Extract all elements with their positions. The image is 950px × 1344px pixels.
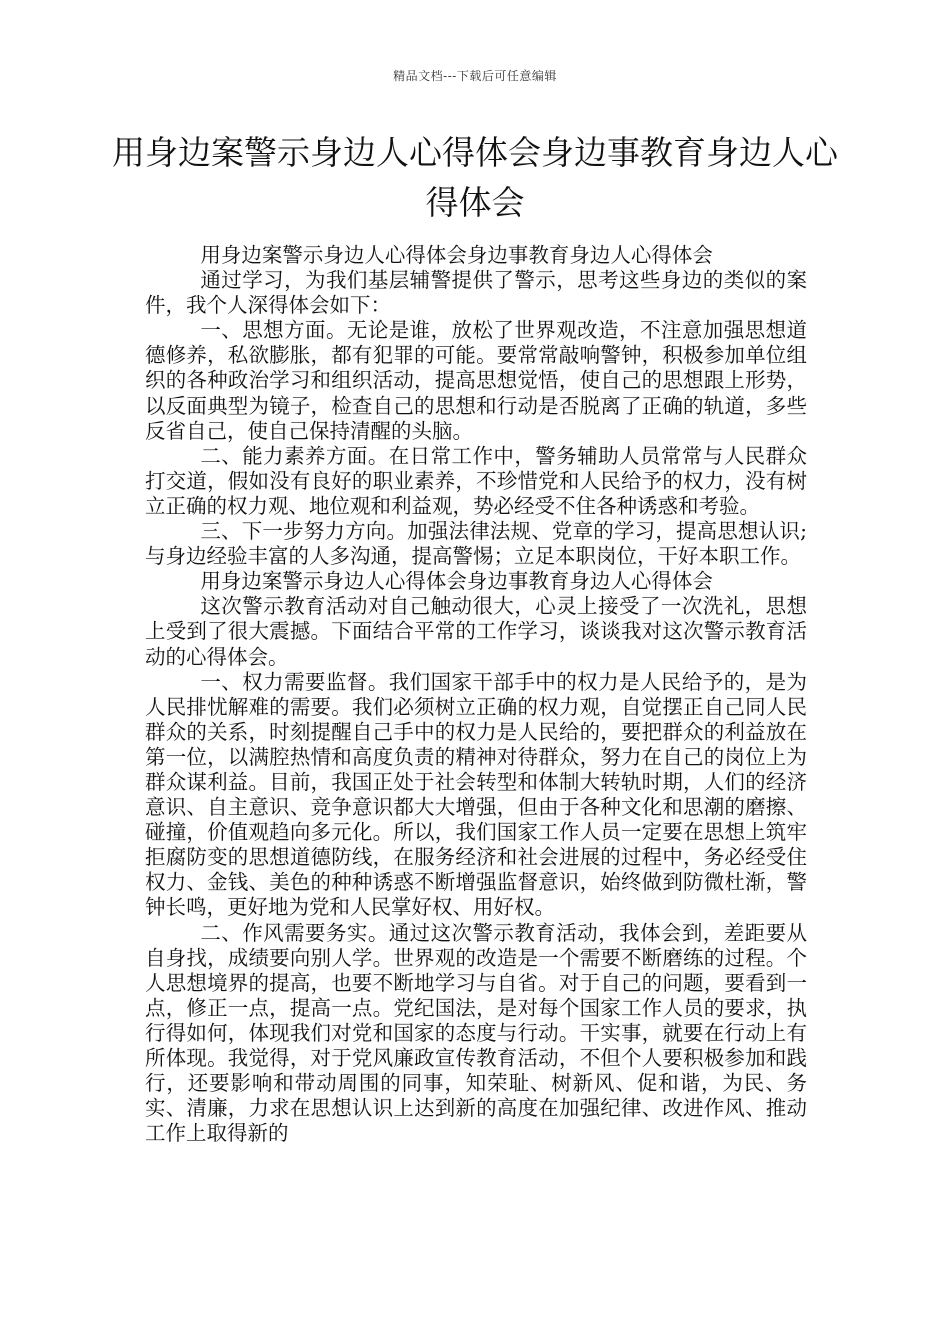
document-body — [145, 243, 807, 1146]
paragraph: 二、能力素养方面。在日常工作中，警务辅助人员常常与人民群众打交道，假如没有良好的职业素养，不珍惜党和人民给予的权力，没有树立正确的权力观、地位观和利益观，势必经受不住各种诱惑和考验。 — [145, 443, 807, 518]
paragraph: 用身边案警示身边人心得体会身边事教育身边人心得体会 — [200, 243, 713, 267]
paragraph: 用身边案警示身边人心得体会身边事教育身边人心得体会 — [200, 569, 713, 594]
paragraph: 一、思想方面。无论是谁，放松了世界观改造，不注意加强思想道德修养，私欲膨胀，都有犯罪的可能。要常常敲响警钟，积极参加单位组织的各种政治学习和组织活动，提高思想觉悟，使自己的思想跟上形势，以反面典型为镜子，检查自己的思想和行动是否脱离了正确的轨道，多些反省自己，使自己保持清醒的头脑。 — [145, 318, 807, 443]
paragraph: 二、作风需要务实。通过这次警示教育活动，我体会到，差距要从自身找，成绩要向别人学。世界观的改造是一个需要不断磨练的过程。个人思想境界的提高，也要不断地学习与自省。对于自己的问题，要看到一点，修正一点，提高一点。党纪国法，是对每个国家工作人员的要求，执行得如何，体现我们对党和国家的态度与行动。干实事，就要在行动上有所体现。我觉得，对于党风廉政宣传教育活动，不但个人要积极参加和践行，还要影响和带动周围的同事，知荣耻、树新风、促和谐，为民、务实、清廉，力求在思想认识上达到新的高度在加强纪律、改进作风、推动工作上取得新的 — [145, 920, 807, 1146]
paragraph: 这次警示教育活动对自己触动很大，心灵上接受了一次洗礼，思想上受到了很大震撼。下面结合平常的工作学习，谈谈我对这次警示教育活动的心得体会。 — [145, 594, 807, 669]
paragraph: 三、下一步努力方向。加强法律法规、党章的学习，提高思想认识;与身边经验丰富的人多沟通，提高警惕；立足本职岗位，干好本职工作。 — [145, 519, 807, 569]
header-note: 精品文档---下载后可任意编辑 — [393, 69, 557, 83]
paragraph: 一、权力需要监督。我们国家干部手中的权力是人民给予的，是为人民排忧解难的需要。我们必须树立正确的权力观，自觉摆正自己同人民群众的关系，时刻提醒自己手中的权力是人民给的，要把群众的利益放在第一位，以满腔热情和高度负责的精神对待群众，努力在自己的岗位上为群众谋利益。目前，我国正处于社会转型和体制大转轨时期，人们的经济意识、自主意识、竞争意识都大大增强，但由于各种文化和思潮的磨擦、碰撞，价值观趋向多元化。所以，我们国家工作人员一定要在思想上筑牢拒腐防变的思想道德防线，在服务经济和社会进展的过程中，务必经受住权力、金钱、美色的种种诱惑不断增强监督意识，始终做到防微杜渐，警钟长鸣，更好地为党和人民掌好权、用好权。 — [145, 669, 807, 920]
paragraph: 通过学习，为我们基层辅警提供了警示，思考这些身边的类似的案件，我个人深得体会如下： — [145, 268, 807, 318]
document-title: 用身边案警示身边人心得体会身边事教育身边人心得体会 — [112, 133, 838, 222]
